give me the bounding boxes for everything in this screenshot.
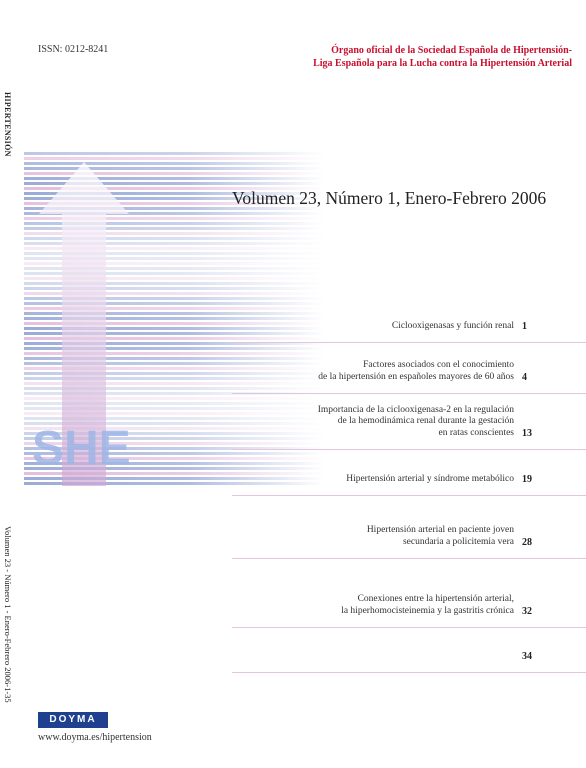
toc-entry[interactable]: 34 xyxy=(232,640,586,673)
organization-line-2: Liga Española para la Lucha contra la Hipertensión Arterial xyxy=(313,58,572,69)
toc-entry-title xyxy=(341,594,514,617)
issn: ISSN: 0212-8241 xyxy=(38,44,109,55)
toc-entry[interactable]: Hipertensión arterial en paciente joven secundaria a policitemia vera 28 xyxy=(232,504,586,559)
toc-entry-title xyxy=(318,405,514,440)
toc-entry-title xyxy=(367,525,514,548)
publisher-logo: DOYMA xyxy=(38,712,108,728)
toc-entry-title-line: la hiperhomocisteinemia y la gastritis crónica xyxy=(341,605,514,616)
toc-entry-title-line: en ratas conscientes xyxy=(438,427,514,438)
website-link[interactable]: www.doyma.es/hipertension xyxy=(38,732,152,743)
spine-issue-info: Volumen 23 - Número 1 - Enero-Febrero 2006-1-35 xyxy=(3,526,13,703)
she-logo: SHE xyxy=(32,422,131,475)
toc-entry-title-line: de la hemodinámica renal durante la gestación xyxy=(337,416,514,426)
toc-entry[interactable]: Importancia de la ciclooxigenasa-2 en la regulación de la hemodinámica renal durante la gestación en ratas conscientes 13 xyxy=(232,397,586,450)
toc-entry-title-line: Importancia de la ciclooxigenasa-2 en la regulación xyxy=(317,404,514,415)
toc-entry[interactable]: Ciclooxigenasas y función renal 1 xyxy=(232,304,586,343)
toc-entry-title-line: Ciclooxigenasas y función renal xyxy=(391,320,514,331)
toc-entry[interactable]: Conexiones entre la hipertensión arterial, la hiperhomocisteinemia y la gastritis crónica 32 xyxy=(232,575,586,628)
toc-entry-title xyxy=(346,474,514,486)
toc-entry-title-line: Conexiones entre la hipertensión arterial, xyxy=(357,594,514,604)
toc-entry-title-line: de la hipertensión en españoles mayores de 60 años xyxy=(318,371,514,382)
toc-entry[interactable]: Hipertensión arterial y síndrome metabólico 19 xyxy=(232,457,586,496)
toc-entry-title xyxy=(318,360,514,383)
volume-title: Volumen 23, Número 1, Enero-Febrero 2006 xyxy=(232,188,547,208)
toc-entry-title-line: secundaria a policitemia vera xyxy=(402,536,514,547)
organization-banner xyxy=(272,44,572,70)
toc-entry-title-line: Factores asociados con el conocimiento xyxy=(363,360,514,370)
spine-title: HIPERTENSIÓN xyxy=(3,92,12,157)
toc-entry-title-line: Hipertensión arterial en paciente joven xyxy=(366,525,514,535)
toc-entry[interactable]: Factores asociados con el conocimiento de la hipertensión en españoles mayores de 60 años 4 xyxy=(232,350,586,394)
organization-line-1: Órgano oficial de la Sociedad Española de Hipertensión- xyxy=(331,45,572,56)
toc-entry-title xyxy=(392,321,514,333)
toc-entry-title-line: Hipertensión arterial y síndrome metabólico xyxy=(346,473,514,484)
